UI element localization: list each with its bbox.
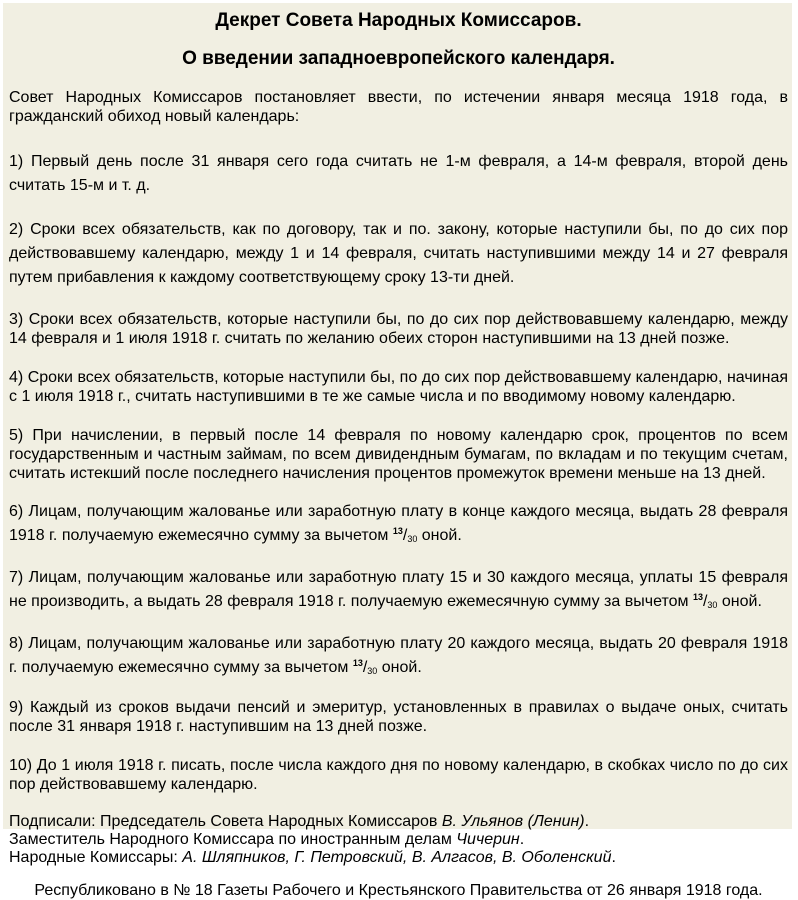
clause-1: 1) Первый день после 31 января сего года считать не 1-м февраля, а 14-м февраля, второй день считать 15-м и т. д. [9,153,788,194]
clause-6: 6) Лицам, получающим жалованье или заработную плату в конце каждого месяца, выдать 28 февраля 1918 г. получаемую ежемесячно сумму за вычетом $^{13}/_{30}$ оной. [9,503,788,544]
fraction-numerator: 13 [392,526,403,536]
signatory-names: В. Ульянов (Ленин) [441,813,585,830]
signature-label: Народные Комиссары: [9,849,183,866]
signature-line-commissars [9,849,788,867]
publication-note: Республиковано в № 18 Газеты Рабочего и Крестьянского Правительства от 26 января 1918 года. [34,882,763,899]
clause-7: 7) Лицам, получающим жалованье или заработную плату 15 и 30 каждого месяца, уплаты 15 февраля не производить, а выдать 28 февраля 1918 г. получаемую ежемесячную сумму за вычетом $^{13}/_{30}$ оной. [9,569,788,610]
fraction-denominator: 30 [367,666,378,676]
clause-5: 5) При начислении, в первый после 14 февраля по новому календарю срок, процентов по всем государственным и частным займам, по всем дивидендным бумагам, по вкладам и по текущим счетам, считать истекший после последнего начисления процентов промежуток времени меньше на 13 дней. [9,427,788,482]
document-title: Декрет Совета Народных Комиссаров. [215,10,582,31]
fraction-denominator: 30 [407,534,418,544]
signature-line-chairman [9,813,788,831]
clause-8: 8) Лицам, получающим жалованье или заработную плату 20 каждого месяца, выдать 20 февраля 1918 г. получаемую ежемесячно сумму за вычетом $^{13}/_{30}$ оной. [9,635,788,676]
fraction-numerator: 13 [692,592,703,602]
clause-6-text: 6) Лицам, получающим жалованье или заработную плату в конце каждого месяца, выдать 28 февраля 1918 г. получаемую ежемесячно сумму за вычетом [9,503,788,544]
signature-end: . [584,813,590,830]
clause-9: 9) Каждый из сроков выдачи пенсий и эмеритур, установленных в правилах о выдаче оных, считать после 31 января 1918 г. наступившим на 13 дней позже. [9,699,788,735]
signature-label: Заместитель Народного Комиссара по иностранным делам [9,831,457,848]
decree-document [3,3,792,899]
document-subtitle: О введении западноевропейского календаря. [182,48,615,69]
signatory-names: А. Шляпников, Г. Петровский, В. Алгасов, В. Оболенский [182,849,612,866]
clause-8-tail: оной. [377,659,422,676]
fraction-numerator: 13 [352,658,363,668]
signatures-block [9,813,788,867]
clause-2: 2) Сроки всех обязательств, как по договору, так и по. закону, которые наступили бы, по до сих пор действовавшему календарю, между 1 и 14 февраля, считать наступившими между 14 и 27 февраля путем прибавления к каждому соответствующему сроку 13-ти дней. [9,221,788,286]
signature-end: . [519,831,525,848]
signature-end: . [611,849,616,866]
clause-8-text: 8) Лицам, получающим жалованье или заработную плату 20 каждого месяца, выдать 20 февраля 1918 г. получаемую ежемесячно сумму за вычетом [9,635,788,676]
clause-6-tail: оной. [417,527,462,544]
signatory-names: Чичерин [456,831,520,848]
signature-label: Подписали: Председатель Совета Народных Комиссаров [9,813,442,830]
clause-7-tail: оной. [717,593,762,610]
clause-7-text: 7) Лицам, получающим жалованье или заработную плату 15 и 30 каждого месяца, уплаты 15 февраля не производить, а выдать 28 февраля 1918 г. получаемую ежемесячную сумму за вычетом [9,569,788,610]
intro-paragraph: Совет Народных Комиссаров постановляет ввести, по истечении января месяца 1918 года, в гражданский обиход новый календарь: [9,89,788,125]
fraction-denominator: 30 [707,600,718,610]
clause-4: 4) Сроки всех обязательств, которые наступили бы, по до сих пор действовавшему календарю, начиная с 1 июля 1918 г., считать наступившими в те же самые числа и по вводимому новому календарю. [9,369,788,405]
clause-3: 3) Сроки всех обязательств, которые наступили бы, по до сих пор действовавшему календарю, между 14 февраля и 1 июля 1918 г. считать по желанию обеих сторон наступившими на 13 дней позже. [9,311,788,347]
clause-10: 10) До 1 июля 1918 г. писать, после числа каждого дня по новому календарю, в скобках число по до сих пор действовавшему календарю. [9,757,788,793]
